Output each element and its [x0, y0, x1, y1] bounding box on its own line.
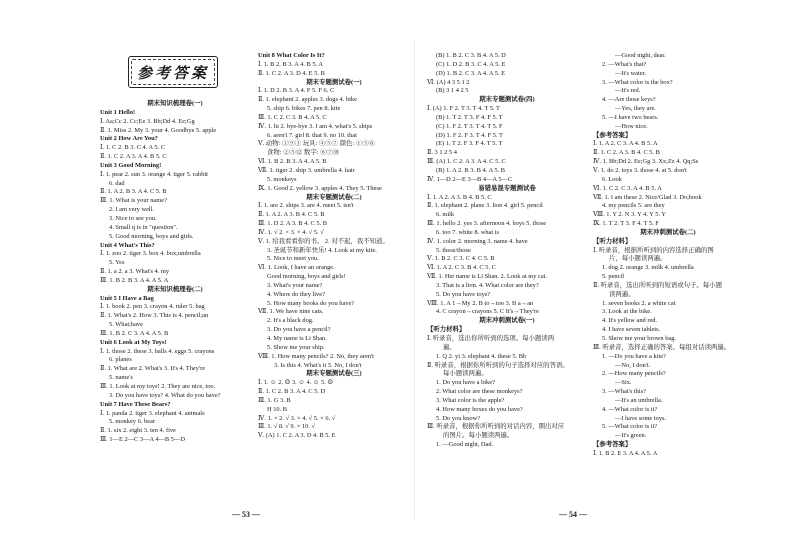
answer-line: Ⅵ. 1. B 2. B 3. A 4. A 5. B [258, 158, 327, 166]
answer-line: 1. seven books 2. a white cat [602, 299, 676, 307]
answer-line: —No, I don't. [615, 361, 651, 369]
answer-line: (C) 1. F 2. T 3. T 4. T 5. F [436, 122, 503, 130]
answer-line: 3. What color is the apple? [436, 396, 505, 404]
answer-line: 3. Look at the bike. [602, 308, 652, 316]
section-heading: 期末冲刺测试卷(一) [479, 317, 535, 325]
answer-line: Ⅴ. 1. 给我看看你的书。 2. 对不起，我不知道。 [258, 237, 389, 245]
answer-line: Good morning, boys and girls! [267, 273, 346, 281]
answer-line: 3. That is a lion. 4. What color are they? [436, 281, 539, 289]
section-heading: 期末知识梳理卷(二) [147, 285, 203, 293]
answer-line: —I have some toys. [615, 414, 667, 422]
answer-line: 【听力材料】 [427, 326, 466, 334]
answer-line: Ⅴ. (A) 1. C 2. A 3. D 4. B 5. E [258, 432, 336, 440]
answer-line: Ⅰ. Aa;Cc 2. Cc;Ee 3. Bb;Dd 4. Ee;Gg [100, 117, 195, 125]
answer-line: (B) 1. B 2. C 3. B 4. A 5. D [436, 52, 506, 59]
answer-line: Ⅰ. 1. zoo 2. tiger 3. box 4. box;umbrella [100, 250, 201, 258]
answer-line: 3. What's your name? [267, 281, 323, 289]
section-heading: 期末专题测试卷(三) [306, 370, 362, 378]
answer-line: 遍。 [443, 343, 456, 351]
answer-line: 【参考答案】 [593, 131, 632, 139]
answer-line: 1. Q 2. yi 3. elephant 4. these 5. Bb [436, 352, 527, 360]
answer-line: Ⅶ. 1. tiger 2. ship 3. umbrella 4. hair [258, 166, 355, 174]
answer-line: Ⅰ. 1. those 2. these 3. balls 4. eggs 5. crayons [100, 347, 215, 355]
answer-line: —Six. [615, 379, 632, 387]
answer-line: 5. pencil [602, 273, 625, 281]
answer-line: Ⅲ. 1. D 2. A 3. B 4. C 5. B [258, 220, 328, 228]
answer-line: 4. —Are those keys? [602, 96, 656, 104]
answer-line: 3. Nice to see you. [109, 214, 157, 222]
answer-line: Ⅲ. (A) 1. C 2. A 3. A 4. C 5. C [427, 158, 506, 166]
answer-line: 4. my pencils 5. are they [602, 202, 665, 210]
answer-line: Ⅱ. 3 1 2 5 4 [427, 149, 457, 157]
answer-line: Ⅴ. 1. do 2. toys 3. those 4. at 5. don't [593, 166, 687, 174]
answer-line: Ⅴ. 动物: ①⑨③ 玩具: ④⑤⑦ 颜色: ①⑤⑥ [258, 140, 375, 148]
section-heading: 期末冲刺测试卷(二) [640, 228, 696, 236]
answer-line: 4. —What color is it? [602, 405, 658, 413]
answer-line: 2. —How many pencils? [602, 370, 666, 378]
answer-line: 3. Do you have a pencil? [267, 326, 331, 334]
answer-line: Ⅱ. 听录音，根据你所听到的句子选择对应的答语。 [427, 361, 569, 369]
answer-line: 3. Do you have toys? 4. What do you have? [109, 391, 221, 399]
answer-line: 5. —What color is it? [602, 423, 658, 431]
answer-line: 5. Show me your ship. [267, 343, 325, 351]
answer-line: Ⅴ. 1. B 2. C 3. C 4. C 5. B [427, 255, 495, 263]
answer-line: Ⅳ. 1. hi 2. bye-bye 3. I am 4. what's 5. ships [258, 122, 373, 130]
answer-line: 2. I am very well. [109, 206, 155, 214]
answer-line: (B) 1. T 2. T 3. F 4. F 5. T [436, 113, 503, 121]
answer-line: Ⅲ. 1. C 2. C 3. B 4. A 5. C [258, 113, 327, 121]
page-number-right: — 54 — [559, 510, 587, 519]
answer-line: 2. What color are these monkeys? [436, 388, 523, 396]
answer-line: Ⅷ. 1. A 1→My 2. B to→too 3. B a→an [427, 299, 534, 307]
answer-line: Ⅱ. 1. elephant 2. plane 3. lion 4. girl 5. pencil [427, 202, 543, 210]
answer-line: Ⅸ. 1. Good 2. yellow 3. apples 4. They 5. These [258, 184, 382, 192]
answer-line: 食物: ②⑤⑫ 数字: ⑥⑦⑩ [267, 149, 340, 157]
answer-line: 6. too 7. white 8. what is [436, 228, 500, 236]
answer-line: Ⅰ. 1. ☺ 2. ☹ 3. ☺ 4. ☺ 5. ☹ [258, 379, 334, 387]
answer-line: Ⅲ. 1. B 2. C 3. A 4. A 5. B [100, 329, 169, 337]
answer-line: 的图片。每小题读两遍。 [443, 432, 514, 440]
answer-line: 5. these/those [436, 246, 471, 254]
answer-line: Ⅷ. 1. Y 2. N 3. Y 4. Y 5. Y [593, 211, 667, 219]
answer-line: Ⅵ. 1. C 2. C 3. A 4. B 5. A [593, 184, 662, 192]
unit-heading: Unit 4 What's This? [100, 241, 155, 249]
answer-line: Ⅳ. 1—D 2—E 3—B 4—A 5—C [427, 175, 513, 183]
unit-heading: Unit 1 Hello! [100, 108, 136, 116]
answer-line: Ⅱ. 1. A 2. A 3. B 4. C 5. B [258, 211, 325, 219]
answer-line: (C) 1. D 2. B 3. C 4. A 5. E [436, 60, 506, 68]
answer-line: (D) 1. B 2. C 3. A 4. A 5. E [436, 69, 506, 77]
answer-line: 2. —What's that? [602, 60, 647, 68]
answer-line: 4. I have seven tablets. [602, 326, 661, 334]
answer-line: Ⅰ. (A) 1. F 2. T 3. T 4. T 5. T [427, 105, 500, 113]
answer-line: Ⅲ. 1. B 2. B 3. A 4. A 5. A [100, 276, 169, 284]
unit-heading: Unit 5 I Have a Bag [100, 294, 154, 302]
answer-line: Ⅲ. 1. √ 8. √ 9. × 10. √ [258, 423, 316, 431]
answer-line: —It's green. [615, 432, 647, 440]
answer-line: Ⅰ. 1. A 2. A 3. B 4. B 5. C [427, 193, 492, 201]
page-gutter [414, 40, 415, 520]
answer-line: 1. —Good night, Dad. [436, 441, 494, 449]
answer-line: 读两遍。 [609, 290, 635, 298]
answer-line: 2. It's a black dog. [267, 317, 314, 325]
answer-line: Ⅰ. 1. C 2. B 3. C 4. A 5. C [100, 144, 166, 152]
answer-line: 5. Yes [109, 259, 125, 267]
answer-line: —It's an umbrella. [615, 396, 663, 404]
answer-line: 6. aren't 7. girl 8. that 9. no 10. that [267, 131, 357, 139]
answer-line: 5. monkey 6. bear [109, 418, 155, 426]
answer-line: Ⅰ. 1. D 2. B 3. A 4. F 5. F 6. C [258, 87, 335, 95]
answer-line: Ⅶ. 1. We have nine cats. [258, 308, 324, 316]
answer-line: Ⅲ. 1. hello 2. yes 3. afternoon 4. boys 5. those [427, 220, 547, 228]
unit-heading: Unit 6 Look at My Toys! [100, 338, 167, 346]
answer-line: Ⅳ. 1. Bb;Dd 2. Ee;Gg 3. Xx;Zz 4. Qq;Ss [593, 158, 699, 166]
answer-line: 6. Look [602, 175, 622, 183]
answer-line: 每小题读两遍。 [443, 370, 488, 378]
answer-line: 4. My name is Li Shan. [267, 335, 327, 342]
answer-line: 4. It's yellow and red. [602, 317, 658, 325]
answer-line: Ⅰ. 1. panda 2. tiger 3. elephant 4. animals [100, 409, 205, 417]
answer-line: —Yes, they are. [615, 105, 656, 113]
answer-line: (B) 1. A 2. B 3. B 4. A 5. B [436, 166, 506, 174]
answer-line: (D) 1. F 2. F 3. T 4. F 5. T [436, 131, 503, 139]
answer-line: 1. Do you have a bike? [436, 379, 495, 387]
answer-key-title: 参考答案 [136, 66, 209, 82]
answer-line: Ⅰ. 听录音，根据所听到的内容选择正确的图 [593, 246, 714, 254]
answer-line: Ⅲ. 1. Look at my toys! 2. They are nice, too. [100, 383, 216, 390]
answer-line: 6. planes [109, 356, 132, 364]
answer-line: 4. Where do they live? [267, 290, 325, 298]
answer-line: 1. dog 2. orange 3. milk 4. umbrella [602, 264, 694, 272]
answer-line: Ⅷ. 1. How many pencils? 2. No, they aren't [258, 352, 374, 360]
answer-line: Ⅲ. 听录音，选择正确的答案。每组对话读两遍。 [593, 343, 731, 351]
answer-key-title-box [128, 56, 218, 88]
answer-line: Ⅱ. 1. a 2. a 3. What's 4. my [100, 268, 170, 276]
answer-line: (E) 1. T 2. F 3. F 4. T 5. T [436, 140, 503, 148]
answer-line: 片，每小题读两遍。 [609, 255, 667, 263]
answer-line: 3. —What's this? [602, 388, 646, 396]
answer-line: 5. monkeys [267, 175, 297, 183]
unit-heading: Unit 3 Good Morning! [100, 161, 162, 169]
column-4 [593, 52, 743, 459]
answer-line: —How nice. [615, 122, 648, 130]
answer-line: 4. Small q is in "question". [109, 223, 178, 231]
section-heading: 期末专题测试卷(四) [479, 96, 535, 104]
answer-line: —It's water. [615, 69, 646, 77]
answer-line: Ⅰ. 1. A 2. C 3. A 4. B 5. A [593, 140, 658, 148]
answer-line: Ⅲ. 1. What is your name? [100, 197, 167, 205]
answer-line: Ⅱ. 1. C 2. A 3. D 4. E 5. B [258, 69, 325, 77]
answer-line: 【听力材料】 [593, 237, 632, 245]
answer-line: 5. How many books do you have? [267, 299, 355, 307]
answer-line: Ⅰ. 1. B 2. B 3. A 4. B 5. A [258, 60, 324, 68]
answer-line: Ⅲ. 1—E 2—C 3—A 4—B 5—D [100, 436, 185, 444]
answer-line: 6. dad [109, 179, 125, 187]
answer-line: Ⅰ. 1. are 2. ships 3. are 4. meet 5. isn't [258, 202, 354, 210]
answer-line: 【参考答案】 [593, 441, 632, 449]
answer-line: Ⅳ. 1. × 2. √ 3. × 4. √ 5. × 6. √ [258, 414, 336, 422]
answer-line: Ⅳ. 1. √ 2. × 3. × 4. √ 5. √ [258, 228, 324, 236]
answer-line: 5. ship 6. bikes 7. pen 8. kite [267, 105, 341, 113]
answer-line: 5. Good morning, boys and girls. [109, 232, 194, 240]
unit-heading: Unit 2 How Are You? [100, 135, 158, 143]
answer-line: 3. 圣诞节和新年快乐! 4. Look at my kite. [267, 246, 377, 254]
answer-line: —Good night, dear. [615, 52, 666, 59]
answer-line: 5. What;have [109, 321, 143, 329]
section-heading: 期末专题测试卷(一) [306, 78, 362, 86]
answer-line: Ⅸ. 1. T 2. T 3. F 4. T 5. F [593, 220, 659, 228]
answer-line: H 10. B [267, 405, 288, 413]
answer-line: Ⅵ. 1. Look, I have an orange. [258, 264, 335, 272]
answer-line: 5. —I have two bears. [602, 113, 659, 121]
answer-line: Ⅰ. 1. pear 2. sun 3. orange 4. tiger 5. rabbit [100, 170, 208, 178]
section-heading: 易错易混专题测试卷 [478, 184, 536, 192]
answer-line: Ⅱ. 听录音，选出所听到的短语或句子。每小题 [593, 281, 722, 289]
section-heading: 期末知识梳理卷(一) [147, 100, 203, 107]
answer-line: Ⅵ. 1. A 2. C 3. B 4. C 5. C [427, 264, 496, 272]
page-number-left: — 53 — [232, 510, 260, 519]
answer-line: Ⅱ. 1. What are 2. What's 3. It's 4. They're [100, 365, 206, 373]
answer-line: 5. Do you know? [436, 414, 481, 422]
answer-line: Ⅱ. 1. elephant 2. apples 3. dogs 4. bike [258, 96, 357, 104]
answer-line: Ⅱ. 1. C 2. A 3. A 4. B 5. C [100, 153, 167, 161]
column-3 [427, 52, 587, 450]
answer-line: Ⅵ. (A) 4 3 5 1 2 [427, 78, 470, 86]
answer-line: Ⅰ. 1. book 2. pen 3. crayon 4. ruler 5. bag [100, 303, 205, 311]
answer-line: 5. Nice to meet you. [267, 255, 319, 263]
answer-line: Ⅱ. 1. C 2. B 3. A 4. C 5. D [258, 388, 326, 396]
answer-line: 5. name's [109, 374, 133, 382]
answer-line: Ⅲ. 1. G 3. B [258, 396, 291, 404]
answer-line: Ⅱ. 1. six 2. eight 3. ten 4. five [100, 427, 176, 435]
answer-line: Ⅳ. 1. color 2. morning 3. name 4. have [427, 237, 528, 245]
answer-line: 5. Do you have toys? [436, 290, 491, 298]
answer-line: Ⅰ. 1. B 2. E 3. A 4. A 5. A [593, 449, 658, 457]
answer-line: 6. milk [436, 211, 455, 219]
answer-line: Ⅰ. 听录音，选出你所听到的选项。每小题读两 [427, 335, 555, 342]
answer-line: 4. How many boxes do you have? [436, 405, 523, 413]
unit-heading: Unit 7 Have These Bears? [100, 400, 171, 408]
column-2 [258, 52, 410, 441]
column-1 [100, 100, 250, 445]
answer-line: 3. Is this 4. What's it 5. No, I don't [274, 361, 362, 369]
answer-line: Ⅱ. 1. A 2. B 3. A 4. C 5. B [100, 188, 167, 196]
answer-line: (B) 3 1 4 2 5 [436, 87, 469, 95]
answer-line: Ⅱ. 1. C 2. A 3. B 4. C 5. B [593, 149, 660, 157]
answer-line: 5. Show me your brown bag. [602, 335, 677, 342]
answer-line: Ⅱ. 1. What's 2. How 3. This is 4. pencil;an [100, 312, 209, 320]
answer-line: 1. —Do you have a kite? [602, 352, 666, 360]
unit-heading: Unit 8 What Color Is It? [258, 52, 325, 59]
section-heading: 期末专题测试卷(二) [306, 193, 362, 201]
answer-line: Ⅱ. 1. Miss 2. My 3. your 4. Goodbye 5. apple [100, 126, 217, 134]
answer-line: Ⅶ. 1. Her name is Li Shan. 2. Look at my cat. [427, 273, 548, 281]
answer-line: 3. —What color is the box? [602, 78, 673, 86]
answer-line: 4. C crayon→crayons 5. C It's→They're [436, 308, 539, 316]
answer-line: Ⅶ. 1. I am these 2. Nice/Glad 3. Do;book [593, 193, 702, 201]
answer-line: —It's red. [615, 87, 641, 95]
answer-line: Ⅲ. 听录音，根据你所听到的对话内容，圈出对应 [427, 423, 565, 431]
